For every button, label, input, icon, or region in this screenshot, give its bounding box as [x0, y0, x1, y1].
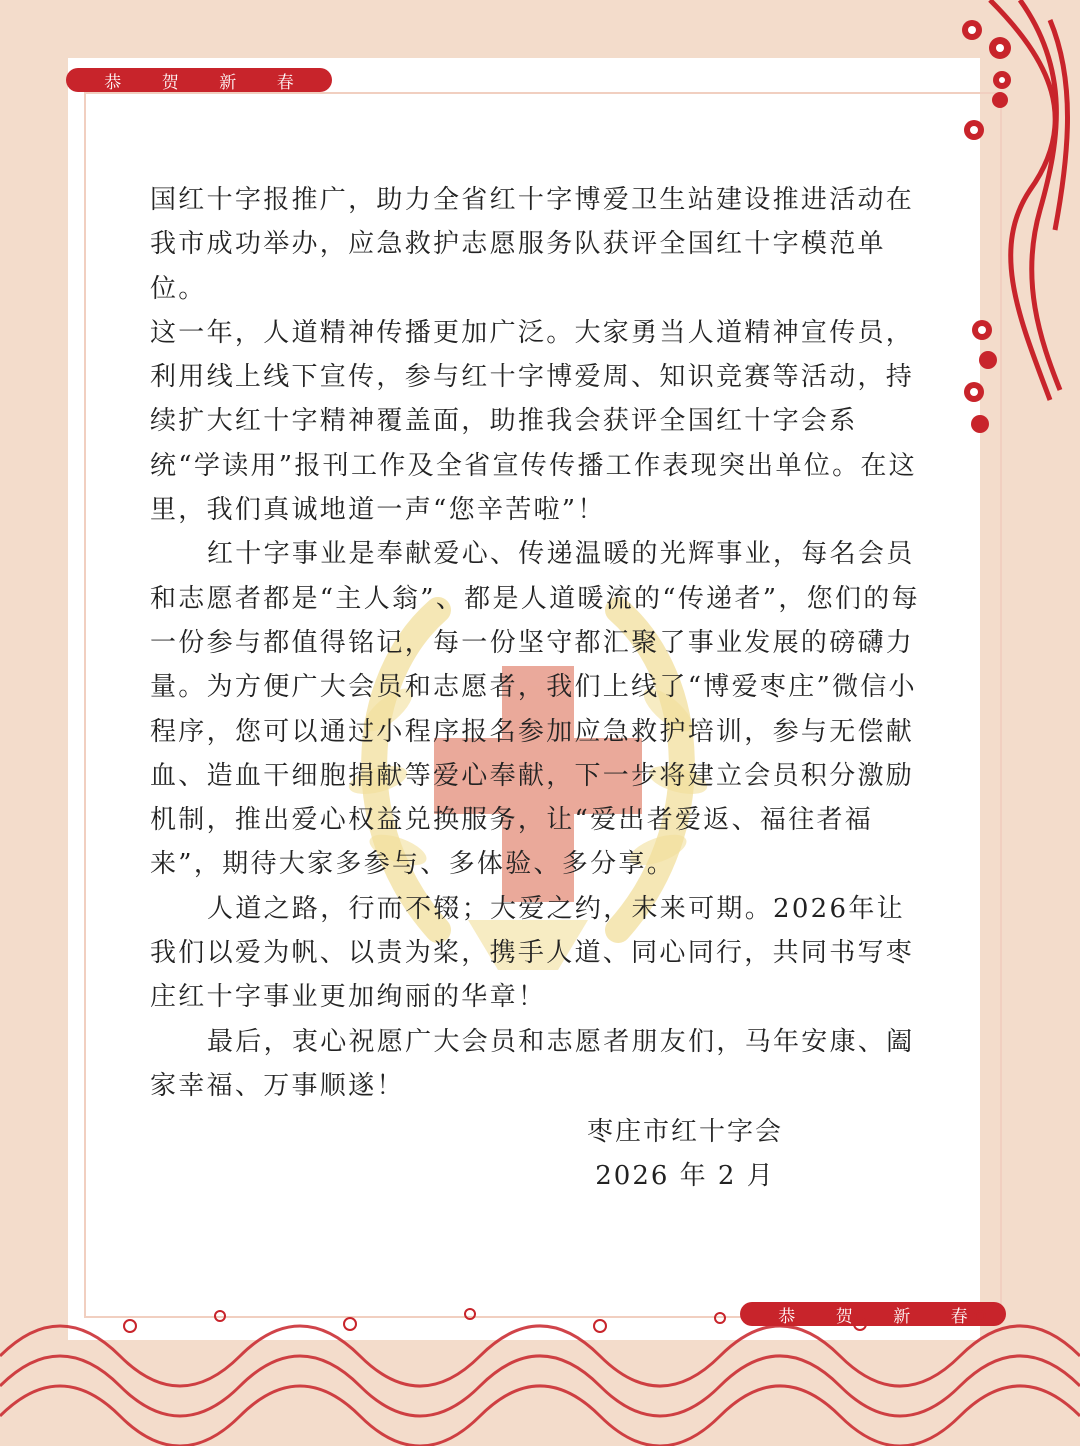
- paragraph: 最后，衷心祝愿广大会员和志愿者朋友们，马年安康、阖家幸福、万事顺遂！: [150, 1026, 915, 1101]
- banner-char: 恭: [104, 72, 122, 93]
- paragraph: 这一年，人道精神传播更加广泛。大家勇当人道精神宣传员，利用线上线下宣传，参与红十字博爱周、知识竞赛等活动，持续扩大红十字精神覆盖面，助推我会获评全国红十字会系统“学读用”报刊工作及全省宣传传播工作表现突出单位。在这里，我们真诚地道一声“您辛苦啦”！: [150, 317, 917, 526]
- letter-body: [150, 178, 920, 1108]
- paragraph: 人道之路，行而不辍；大爱之约，未来可期。2026年让我们以爱为帆、以责为桨，携手人道、同心同行，共同书写枣庄红十字事业更加绚丽的华章！: [150, 893, 915, 1013]
- wave-pattern-border: [0, 1296, 1080, 1446]
- signature-block: [560, 1110, 810, 1198]
- signature-date: 2026 年 2 月: [595, 1161, 775, 1191]
- banner-char: 贺: [835, 1306, 853, 1327]
- paragraph: 红十字事业是奉献爱心、传递温暖的光辉事业，每名会员和志愿者都是“主人翁”、都是人道暖流的“传递者”，您们的每一份参与都值得铭记，每一份坚守都汇聚了事业发展的磅礴力量。为方便广大会员和志愿者，我们上线了“博爱枣庄”微信小程序，您可以通过小程序报名参加应急救护培训，参与无偿献血、造血干细胞捐献等爱心奉献，下一步将建立会员积分激励机制，推出爱心权益兑换服务，让“爱出者爱返、福往者福来”，期待大家多参与、多体验、多分享。: [150, 539, 920, 880]
- paragraph: 国红十字报推广，助力全省红十字博爱卫生站建设推进活动在我市成功举办，应急救护志愿服务队获评全国红十字模范单位。: [150, 185, 915, 304]
- banner-char: 春: [276, 72, 294, 93]
- banner-char: 春: [950, 1306, 968, 1327]
- banner-char: 恭: [778, 1306, 796, 1327]
- banner-char: 新: [219, 72, 237, 93]
- plum-blossom-ribbon-icon: [960, 0, 1080, 440]
- banner-char: 贺: [161, 72, 179, 93]
- banner-char: 新: [893, 1306, 911, 1327]
- signature-org: 枣庄市红十字会: [586, 1117, 783, 1147]
- banner-top: [66, 68, 332, 92]
